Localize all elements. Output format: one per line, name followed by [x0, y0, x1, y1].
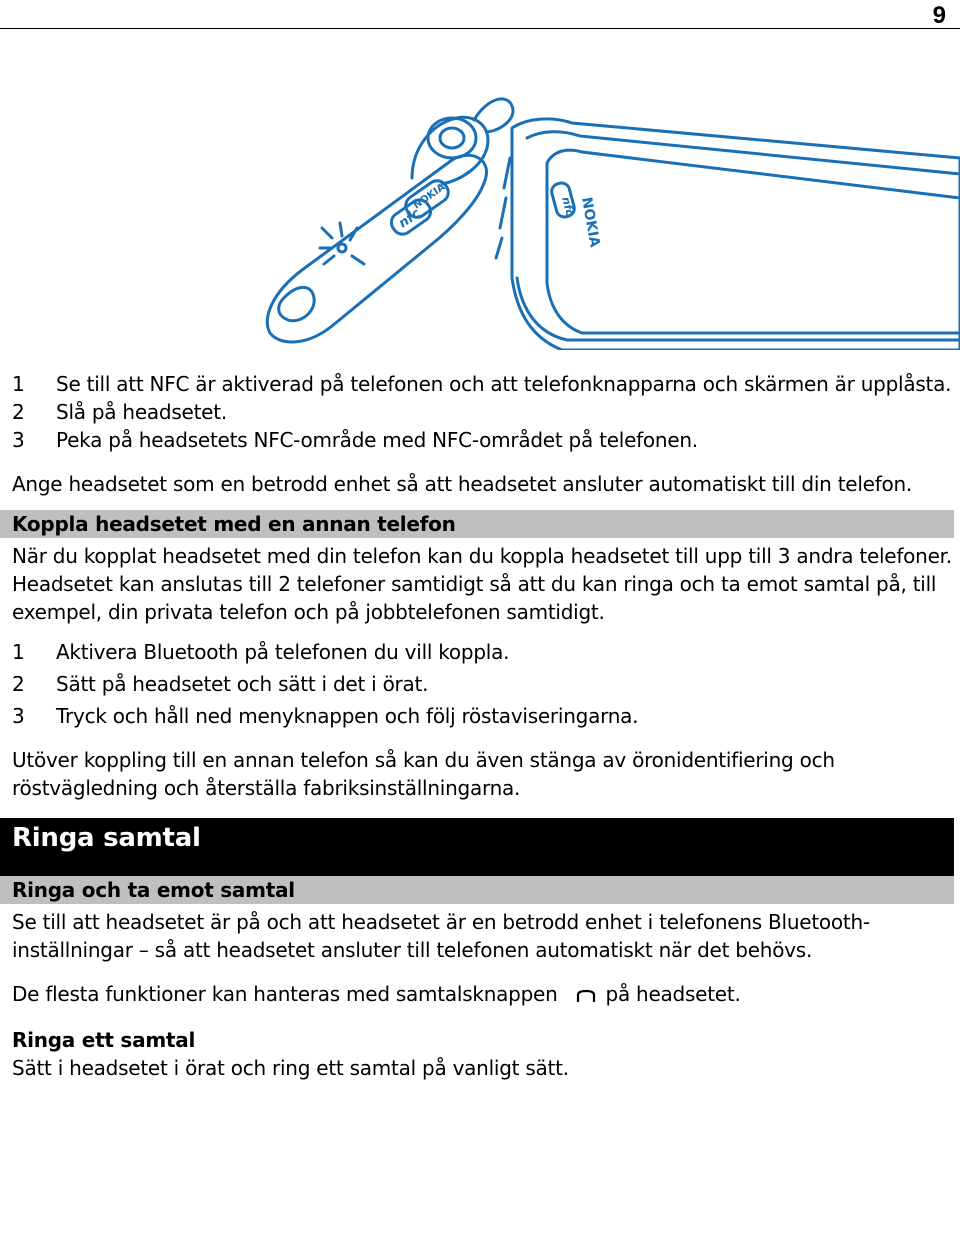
step-text: Se till att NFC är aktiverad på telefonen och att telefonknapparna och skärmen är upplåsta. [56, 372, 952, 396]
step-number: 1 [12, 640, 25, 664]
pair-step [12, 638, 952, 666]
step-text: Tryck och håll ned menyknappen och följ röstaviseringarna. [56, 704, 639, 728]
nfc-step [12, 426, 952, 454]
pair-intro-paragraph: När du kopplat headsetet med din telefon kan du koppla headsetet till upp till 3 andra telefoner. Headsetet kan anslutas till 2 telefoner samtidigt så att du kan ringa och ta emot samtal på, till exempel, din privata telefon och på jobbtelefonen samtidigt. [12, 544, 952, 624]
step-number: 1 [12, 372, 25, 396]
headset-phone-nfc-illustration [262, 88, 960, 350]
nfc-step [12, 398, 952, 426]
pair-step [12, 670, 952, 698]
step-text: Peka på headsetets NFC-område med NFC-området på telefonen. [56, 428, 698, 452]
call-button-text-after: på headsetet. [605, 982, 741, 1006]
calls-paragraph: Se till att headsetet är på och att headsetet är en betrodd enhet i telefonens Bluetooth-inställningar – så att headsetet ansluter till telefonen automatiskt när det behövs. [12, 910, 870, 962]
step-text: Sätt på headsetet och sätt i det i örat. [56, 672, 429, 696]
step-number: 3 [12, 704, 25, 728]
call-button-text-before: De flesta funktioner kan hanteras med samtalsknappen [12, 982, 558, 1006]
step-number: 2 [12, 400, 25, 424]
make-receive-calls-heading: Ringa och ta emot samtal [0, 876, 954, 904]
nfc-step [12, 370, 952, 398]
step-number: 2 [12, 672, 25, 696]
call-button-paragraph [12, 980, 952, 1010]
trusted-device-paragraph: Ange headsetet som en betrodd enhet så att headsetet ansluter automatiskt till din telefon. [12, 472, 913, 496]
step-text: Slå på headsetet. [56, 400, 227, 424]
pair-outro-paragraph: Utöver koppling till en annan telefon så kan du även stänga av öronidentifiering och röstvägledning och återställa fabriksinställningarna. [12, 748, 835, 800]
calls-section-heading: Ringa samtal [0, 818, 954, 876]
step-text: Aktivera Bluetooth på telefonen du vill koppla. [56, 640, 510, 664]
phone-logo-text: NOKIA [578, 195, 603, 249]
headset-nfc-text: nfc [396, 206, 424, 232]
pair-another-phone-heading: Koppla headsetet med en annan telefon [0, 510, 954, 538]
pair-step [12, 702, 952, 730]
header-rule [0, 28, 960, 29]
step-number: 3 [12, 428, 25, 452]
page-number: 9 [932, 2, 946, 29]
make-call-paragraph: Sätt i headsetet i örat och ring ett samtal på vanligt sätt. [12, 1055, 569, 1080]
make-call-heading: Ringa ett samtal [12, 1027, 196, 1052]
phone-nfc-text: nfc [559, 195, 577, 218]
page-content [12, 370, 952, 1082]
headset-logo-text: NOKIA [411, 181, 448, 212]
call-button-icon [576, 982, 596, 1010]
